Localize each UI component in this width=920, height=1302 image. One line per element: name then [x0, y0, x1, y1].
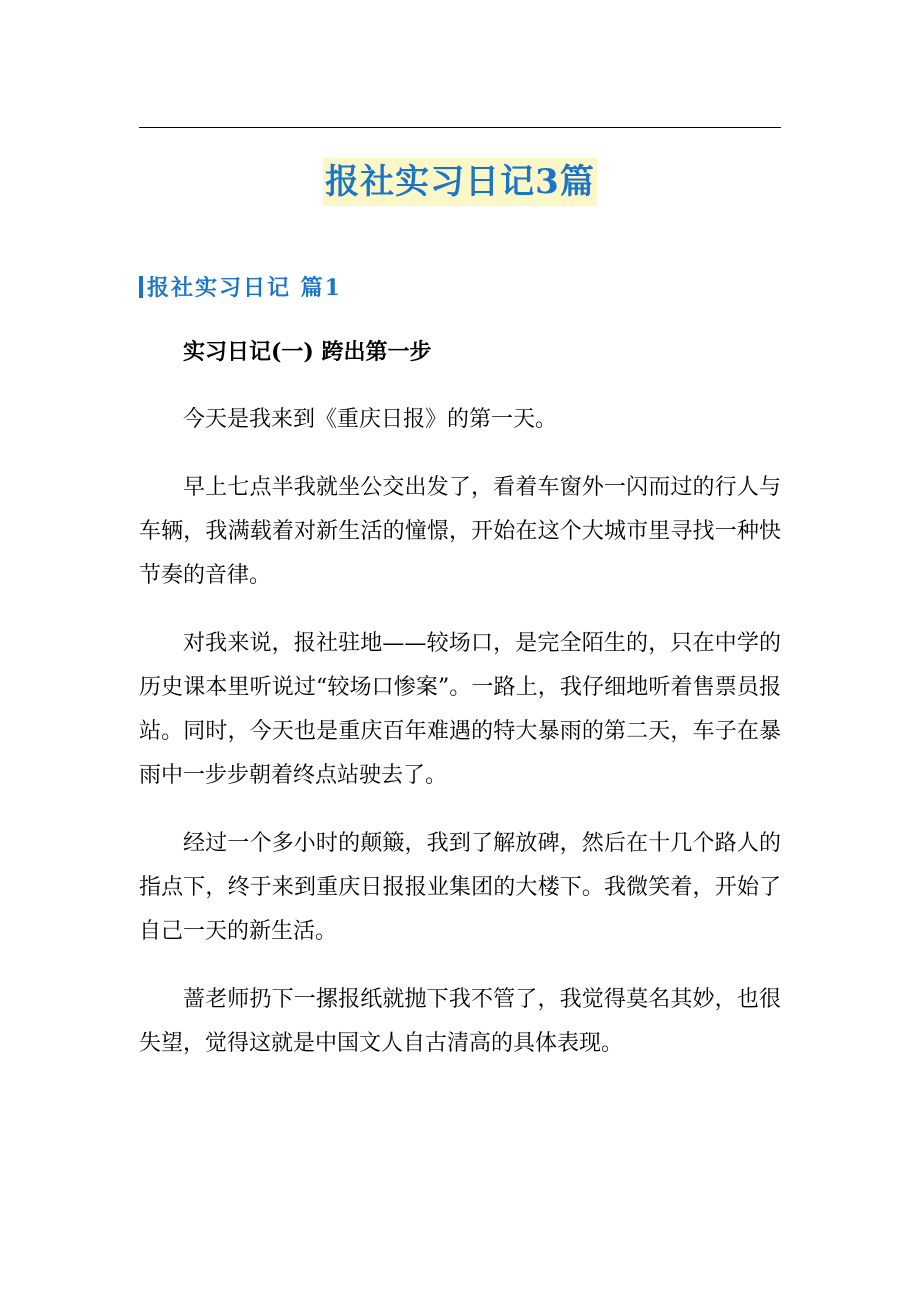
paragraph-5: 蔷老师扔下一摞报纸就抛下我不管了，我觉得莫名其妙，也很失望，觉得这就是中国文人自古清高的具体表现。: [139, 987, 781, 1056]
heading-marker-bar: [139, 276, 143, 298]
section-heading-text: 报社实习日记 篇1: [147, 275, 342, 301]
title-container: [0, 158, 920, 206]
section-heading: [139, 272, 342, 304]
document-body: [139, 330, 781, 1090]
document-title: 报社实习日记3篇: [323, 158, 597, 206]
paragraph-3: 对我来说，报社驻地——较场口，是完全陌生的，只在中学的历史课本里听说过“较场口惨案”。一路上，我仔细地听着售票员报站。同时，今天也是重庆百年难遇的特大暴雨的第二天，车子在暴雨中一步步朝着终点站驶去了。: [139, 631, 781, 788]
top-divider: [139, 127, 781, 128]
paragraph-4: 经过一个多小时的颠簸，我到了解放碑，然后在十几个路人的指点下，终于来到重庆日报报业集团的大楼下。我微笑着，开始了自己一天的新生活。: [139, 831, 781, 944]
paragraph-2: 早上七点半我就坐公交出发了，看着车窗外一闪而过的行人与车辆，我满载着对新生活的憧憬，开始在这个大城市里寻找一种快节奏的音律。: [139, 475, 781, 588]
entry-subtitle: 实习日记(一) 跨出第一步: [183, 339, 432, 365]
paragraph-1: 今天是我来到《重庆日报》的第一天。: [183, 407, 558, 432]
